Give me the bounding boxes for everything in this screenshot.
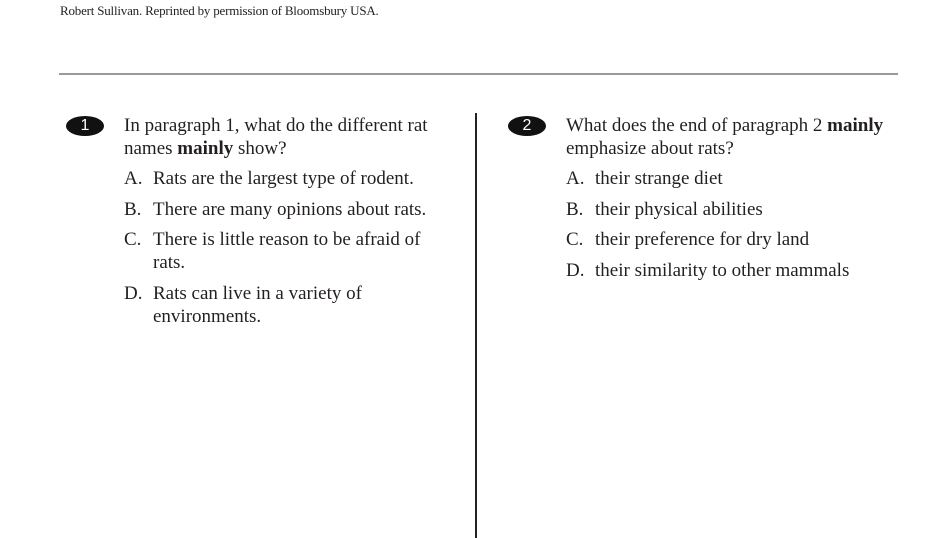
option-text: their similarity to other mammals: [595, 259, 850, 281]
stem-text: show?: [233, 138, 287, 159]
option-text: There are many opinions about rats.: [153, 198, 427, 220]
option-text: Rats are the largest type of rodent.: [153, 168, 414, 189]
stem-emphasis: mainly: [827, 115, 884, 136]
stem-emphasis: mainly: [177, 138, 234, 159]
option-text: their preference for dry land: [595, 229, 810, 250]
answer-options: [124, 167, 443, 335]
question-stem: [124, 114, 464, 160]
stem-text: What does the end of paragraph 2: [566, 115, 828, 136]
option-letter: A.: [566, 168, 585, 189]
answer-options: [566, 167, 915, 289]
option-letter: D.: [124, 282, 143, 304]
question-number-badge: 2: [508, 116, 546, 136]
answer-option-d[interactable]: [566, 259, 915, 282]
column-divider: [475, 113, 477, 538]
answer-option-d[interactable]: [124, 282, 443, 328]
option-text: Rats can live in a variety of environments.: [153, 282, 362, 327]
answer-option-c[interactable]: [566, 228, 915, 251]
option-letter: D.: [566, 259, 585, 281]
option-letter: C.: [124, 229, 142, 250]
answer-option-c[interactable]: [124, 228, 443, 274]
option-letter: C.: [566, 229, 584, 250]
answer-option-a[interactable]: [566, 167, 915, 190]
question-number-badge: 1: [66, 116, 104, 136]
option-letter: A.: [124, 168, 143, 189]
option-text: their strange diet: [595, 168, 723, 189]
answer-option-a[interactable]: [124, 167, 443, 190]
answer-option-b[interactable]: [566, 198, 915, 221]
stem-text: emphasize about rats?: [566, 138, 734, 159]
option-letter: B.: [566, 198, 584, 220]
stem-text: In paragraph 1, what do the different rat names: [124, 115, 428, 159]
credit-line: Robert Sullivan. Reprinted by permission of Bloomsbury USA.: [60, 3, 379, 18]
question-stem: [566, 114, 886, 160]
section-divider: [59, 73, 898, 75]
option-text: their physical abilities: [595, 198, 763, 220]
answer-option-b[interactable]: [124, 198, 443, 221]
option-text: There is little reason to be afraid of rats.: [153, 229, 421, 273]
option-letter: B.: [124, 198, 142, 220]
